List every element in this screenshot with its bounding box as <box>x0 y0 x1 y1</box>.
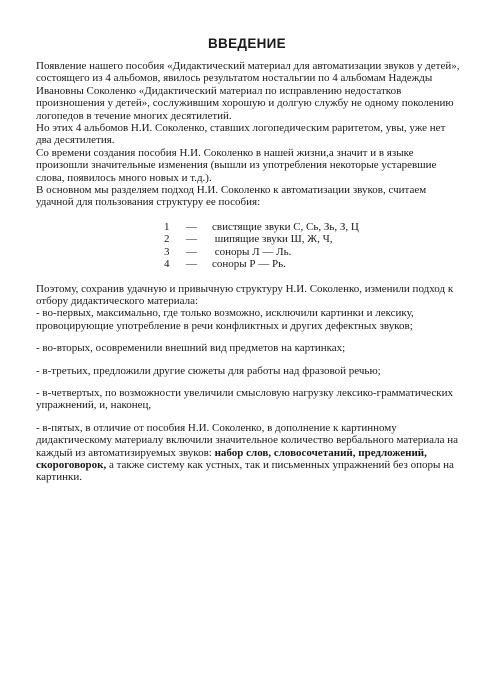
point-fourth: - в-четвертых, по возможности увеличили смысловую нагрузку лексико-грамматических упражнений, и, наконец, <box>36 386 454 412</box>
point-fifth <box>36 422 460 484</box>
point-second: - во-вторых, осовременили внешний вид предметов на картинках; <box>36 342 346 355</box>
album-item <box>164 246 460 258</box>
album-number: 3 <box>164 245 170 258</box>
structure-paragraph: Поэтому, сохранив удачную и привычную структуру Н.И. Соколенко, изменили подход к отбору дидактического материала: <box>36 282 454 307</box>
spacer <box>36 377 460 387</box>
approach-paragraph: В основном мы разделяем подход Н.И. Соколенко к автоматизации звуков, считаем удачной для пользования структуру ее пособия: <box>36 184 427 209</box>
album-number: 4 <box>164 258 170 271</box>
document-body <box>36 60 460 484</box>
album-dash: — <box>186 258 197 271</box>
album-sounds: свистящие звуки С, Сь, Зь, З, Ц <box>212 220 359 233</box>
page-title: ВВЕДЕНИЕ <box>208 36 286 51</box>
album-dash: — <box>186 220 197 233</box>
album-sounds: соноры Л — Ль. <box>212 245 292 258</box>
spacer <box>36 355 460 365</box>
intro-paragraph: Появление нашего пособия «Дидактический материал для автоматизации звуков у детей», состоящего из 4 альбомов, явилось результатом ностальгии по 4 альбомам Надежды Ивановны Соколенко «Дидактический материал по исправлению недостатков произношения у детей», сослужившим хорошую и долгую службу не одному поколению логопедов в течение многих десятилетий. <box>36 60 460 122</box>
point-third: - в-третьих, предложили другие сюжеты для работы над фразовой речью; <box>36 364 381 377</box>
album-dash: — <box>186 245 197 258</box>
album-list <box>164 221 460 271</box>
album-sounds: соноры Р — Рь. <box>212 258 286 271</box>
album-item <box>164 233 460 245</box>
point-first: - во-первых, максимально, где только возможно, исключили картинки и лексику, провоцирующие употребление в речи конфликтных и других дефектных звуков; <box>36 307 414 332</box>
changes-paragraph: Со времени создания пособия Н.И. Соколенко в нашей жизни,а значит и в языке произошли значительные изменения (вышли из употребления некоторые устаревшие слова, появилось много новых и т.д.). <box>36 146 437 184</box>
album-dash: — <box>186 233 197 246</box>
rarity-paragraph: Но этих 4 альбомов Н.И. Соколенко, ставших логопедическим раритетом, увы, уже нет два десятилетия. <box>36 122 446 147</box>
album-number: 1 <box>164 220 170 233</box>
point-fifth-end-text: а также систему как устных, так и письменных упражнений без опоры на картинки. <box>36 458 454 484</box>
spacer <box>36 332 460 342</box>
point-fifth-bold-text: набор слов, словосочетаний, предложений, скороговорок, <box>36 446 427 471</box>
album-item <box>164 221 460 233</box>
spacer <box>36 412 460 422</box>
album-sounds: шипящие звуки Ш, Ж, Ч, <box>212 233 333 246</box>
point-fifth-text: - в-пятых, в отличие от пособия Н.И. Соколенко, в дополнение к картинному дидактическому материалу включили значительное количество вербального материала на каждый из автоматизируемых звуков: <box>36 421 458 459</box>
album-number: 2 <box>164 233 170 246</box>
spacer <box>36 271 460 283</box>
spacer <box>36 209 460 221</box>
album-item <box>164 258 460 270</box>
